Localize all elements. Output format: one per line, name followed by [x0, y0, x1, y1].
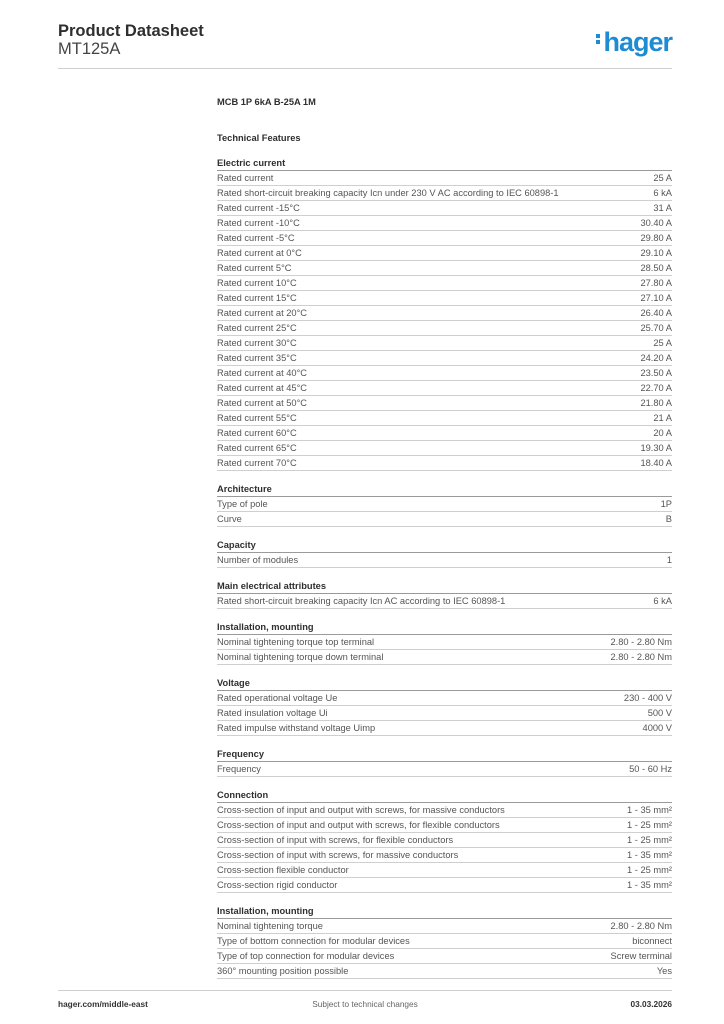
feature-row: [217, 691, 672, 706]
feature-value: 25 A: [653, 338, 672, 348]
feature-value: Yes: [656, 966, 672, 976]
feature-row: [217, 366, 672, 381]
feature-label: Cross-section of input with screws, for flexible conductors: [217, 835, 454, 845]
feature-row: [217, 411, 672, 426]
feature-value: 20 A: [653, 428, 672, 438]
feature-value: 50 - 60 Hz: [629, 764, 672, 774]
feature-value: 4000 V: [642, 723, 672, 733]
footer-date: 03.03.2026: [630, 999, 672, 1009]
feature-value: 1 - 35 mm²: [627, 880, 672, 890]
feature-value: B: [665, 514, 672, 524]
feature-value: 30.40 A: [640, 218, 672, 228]
feature-value: 1 - 25 mm²: [627, 820, 672, 830]
feature-label: Rated current at 0°C: [217, 248, 302, 258]
feature-row: [217, 919, 672, 934]
feature-label: Rated current 55°C: [217, 413, 297, 423]
feature-label: Rated impulse withstand voltage Uimp: [217, 723, 376, 733]
footer-website: hager.com/middle-east: [58, 999, 148, 1009]
section-title: Connection: [217, 789, 672, 803]
feature-label: Rated current at 45°C: [217, 383, 308, 393]
feature-row: [217, 650, 672, 665]
feature-row: [217, 381, 672, 396]
feature-row: [217, 721, 672, 736]
feature-section: [217, 157, 672, 471]
feature-value: 6 kA: [653, 596, 672, 606]
feature-value: 1: [666, 555, 672, 565]
feature-row: [217, 706, 672, 721]
features-title: Technical Features: [217, 133, 301, 143]
feature-label: Rated current -10°C: [217, 218, 300, 228]
feature-label: Rated current 15°C: [217, 293, 297, 303]
section-title: Main electrical attributes: [217, 580, 672, 594]
feature-row: [217, 321, 672, 336]
feature-section: [217, 539, 672, 568]
feature-label: Rated current 25°C: [217, 323, 297, 333]
feature-row: [217, 848, 672, 863]
feature-label: Nominal tightening torque top terminal: [217, 637, 375, 647]
feature-value: 29.10 A: [640, 248, 672, 258]
feature-label: Rated current 5°C: [217, 263, 292, 273]
feature-row: [217, 171, 672, 186]
feature-label: Type of top connection for modular devices: [217, 951, 395, 961]
feature-label: Cross-section of input and output with screws, for massive conductors: [217, 805, 505, 815]
feature-row: [217, 934, 672, 949]
feature-label: Rated current 65°C: [217, 443, 297, 453]
feature-label: Rated current at 50°C: [217, 398, 308, 408]
feature-value: 2.80 - 2.80 Nm: [610, 921, 672, 931]
feature-value: 1P: [660, 499, 672, 509]
feature-row: [217, 762, 672, 777]
feature-row: [217, 291, 672, 306]
feature-row: [217, 878, 672, 893]
feature-label: Cross-section flexible conductor: [217, 865, 349, 875]
feature-value: 23.50 A: [640, 368, 672, 378]
feature-section: [217, 905, 672, 979]
feature-row: [217, 441, 672, 456]
feature-value: 6 kA: [653, 188, 672, 198]
feature-row: [217, 261, 672, 276]
feature-value: 1 - 25 mm²: [627, 865, 672, 875]
page-footer: [58, 990, 672, 1009]
feature-value: 27.80 A: [640, 278, 672, 288]
feature-value: 21 A: [653, 413, 672, 423]
feature-row: [217, 863, 672, 878]
feature-value: 500 V: [647, 708, 672, 718]
feature-value: 24.20 A: [640, 353, 672, 363]
feature-sections: [217, 157, 672, 979]
feature-value: 1 - 35 mm²: [627, 850, 672, 860]
feature-label: Type of pole: [217, 499, 268, 509]
feature-label: Rated current 60°C: [217, 428, 297, 438]
feature-label: Cross-section of input with screws, for massive conductors: [217, 850, 459, 860]
footer-notice: Subject to technical changes: [312, 999, 418, 1009]
feature-row: [217, 201, 672, 216]
feature-label: Rated current at 40°C: [217, 368, 308, 378]
feature-label: Curve: [217, 514, 242, 524]
feature-value: 230 - 400 V: [623, 693, 672, 703]
feature-label: Rated current -15°C: [217, 203, 300, 213]
page-header: [58, 22, 672, 68]
feature-value: biconnect: [632, 936, 672, 946]
feature-row: [217, 351, 672, 366]
feature-label: 360° mounting position possible: [217, 966, 349, 976]
feature-value: 31 A: [653, 203, 672, 213]
feature-row: [217, 426, 672, 441]
feature-row: [217, 553, 672, 568]
feature-label: Rated short-circuit breaking capacity Icn under 230 V AC according to IEC 60898-1: [217, 188, 559, 198]
document-title: Product Datasheet: [58, 22, 204, 40]
feature-value: 1 - 25 mm²: [627, 835, 672, 845]
feature-row: [217, 276, 672, 291]
feature-label: Type of bottom connection for modular devices: [217, 936, 410, 946]
feature-value: 2.80 - 2.80 Nm: [610, 652, 672, 662]
feature-value: 25.70 A: [640, 323, 672, 333]
feature-section: [217, 483, 672, 527]
feature-label: Cross-section of input and output with screws, for flexible conductors: [217, 820, 500, 830]
feature-value: 28.50 A: [640, 263, 672, 273]
datasheet-content: [217, 95, 672, 979]
feature-label: Nominal tightening torque down terminal: [217, 652, 384, 662]
feature-label: Rated current 35°C: [217, 353, 297, 363]
feature-value: 26.40 A: [640, 308, 672, 318]
feature-row: [217, 512, 672, 527]
feature-value: 1 - 35 mm²: [627, 805, 672, 815]
feature-section: [217, 748, 672, 777]
feature-value: 2.80 - 2.80 Nm: [610, 637, 672, 647]
feature-label: Rated current 30°C: [217, 338, 297, 348]
feature-label: Rated current -5°C: [217, 233, 295, 243]
feature-value: Screw terminal: [610, 951, 672, 961]
header-divider: [58, 68, 672, 69]
feature-value: 21.80 A: [640, 398, 672, 408]
feature-row: [217, 964, 672, 979]
feature-label: Rated current 10°C: [217, 278, 297, 288]
feature-row: [217, 306, 672, 321]
logo-dots-icon: [596, 32, 601, 46]
feature-label: Rated current: [217, 173, 274, 183]
section-title: Capacity: [217, 539, 672, 553]
feature-value: 18.40 A: [640, 458, 672, 468]
section-title: Electric current: [217, 157, 672, 171]
feature-row: [217, 456, 672, 471]
product-name: MCB 1P 6kA B-25A 1M: [217, 97, 316, 107]
feature-row: [217, 949, 672, 964]
feature-label: Rated insulation voltage Ui: [217, 708, 328, 718]
logo-text: hager: [603, 27, 672, 57]
feature-row: [217, 497, 672, 512]
feature-label: Rated operational voltage Ue: [217, 693, 338, 703]
document-subtitle: MT125A: [58, 40, 121, 58]
feature-row: [217, 803, 672, 818]
feature-label: Nominal tightening torque: [217, 921, 323, 931]
feature-row: [217, 216, 672, 231]
section-title: Installation, mounting: [217, 621, 672, 635]
section-title: Installation, mounting: [217, 905, 672, 919]
feature-label: Rated current 70°C: [217, 458, 297, 468]
brand-logo: [596, 27, 672, 57]
feature-row: [217, 594, 672, 609]
feature-section: [217, 580, 672, 609]
feature-row: [217, 186, 672, 201]
feature-value: 22.70 A: [640, 383, 672, 393]
feature-value: 27.10 A: [640, 293, 672, 303]
section-title: Voltage: [217, 677, 672, 691]
feature-section: [217, 621, 672, 665]
feature-label: Cross-section rigid conductor: [217, 880, 338, 890]
section-title: Architecture: [217, 483, 672, 497]
feature-value: 19.30 A: [640, 443, 672, 453]
feature-section: [217, 677, 672, 736]
feature-value: 25 A: [653, 173, 672, 183]
feature-label: Frequency: [217, 764, 261, 774]
feature-label: Number of modules: [217, 555, 299, 565]
feature-row: [217, 231, 672, 246]
feature-section: [217, 789, 672, 893]
feature-row: [217, 635, 672, 650]
feature-row: [217, 336, 672, 351]
feature-label: Rated current at 20°C: [217, 308, 308, 318]
section-title: Frequency: [217, 748, 672, 762]
feature-row: [217, 246, 672, 261]
feature-row: [217, 818, 672, 833]
feature-value: 29.80 A: [640, 233, 672, 243]
feature-row: [217, 396, 672, 411]
feature-row: [217, 833, 672, 848]
feature-label: Rated short-circuit breaking capacity Icn AC according to IEC 60898-1: [217, 596, 506, 606]
